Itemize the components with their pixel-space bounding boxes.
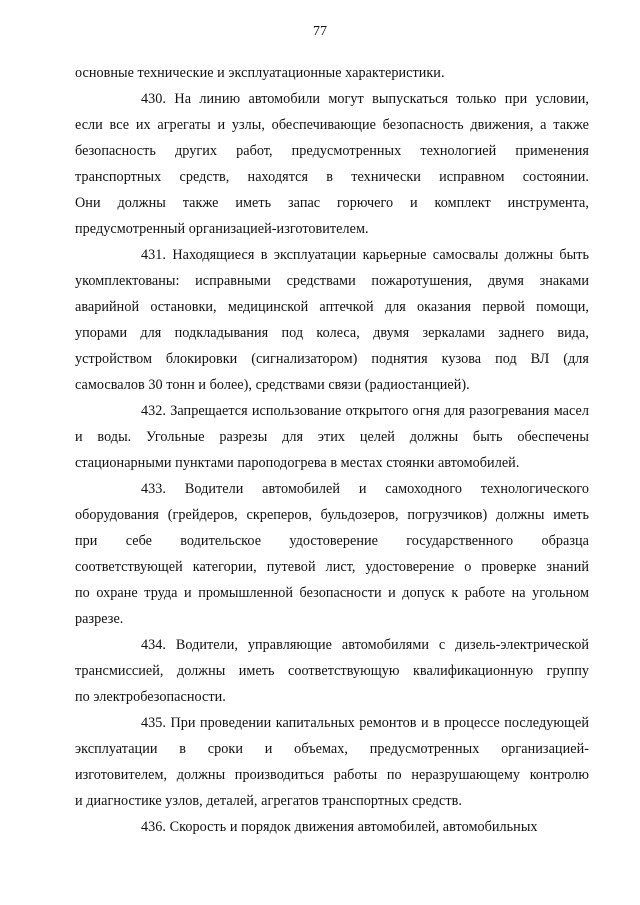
text-line: основные технические и эксплуатационные характеристики. — [75, 65, 445, 81]
paragraph — [75, 476, 589, 632]
text-line: соответствующей категории, путевой лист, удостоверение о проверке знаний — [75, 559, 589, 575]
paragraph — [75, 814, 589, 840]
paragraph — [75, 60, 589, 86]
text-line: Они должны также иметь запас горючего и комплект инструмента, — [75, 195, 589, 211]
text-line: 431. Находящиеся в эксплуатации карьерные самосвалы должны быть — [141, 247, 589, 263]
text-line: 435. При проведении капитальных ремонтов и в процессе последующей — [141, 715, 589, 731]
text-line: по охране труда и промышленной безопасности и допуск к работе на угольном — [75, 585, 589, 601]
text-line: оборудования (грейдеров, скреперов, бульдозеров, погрузчиков) должны иметь — [75, 507, 589, 523]
text-line: стационарными пунктами пароподогрева в местах стоянки автомобилей. — [75, 455, 520, 471]
paragraph — [75, 632, 589, 710]
text-line: самосвалов 30 тонн и более), средствами связи (радиостанцией). — [75, 377, 470, 393]
text-line: разрезе. — [75, 611, 124, 627]
text-line: по электробезопасности. — [75, 689, 226, 705]
text-line: 434. Водители, управляющие автомобилями с дизель-электрической — [141, 637, 589, 653]
text-line: 433. Водители автомобилей и самоходного технологического — [141, 481, 589, 497]
paragraph — [75, 242, 589, 398]
paragraph — [75, 710, 589, 814]
paragraph — [75, 398, 589, 476]
paragraph — [75, 86, 589, 242]
text-line: эксплуатации в сроки и объемах, предусмотренных организацией- — [75, 741, 589, 757]
text-line: и воды. Угольные разрезы для этих целей должны быть обеспечены — [75, 429, 589, 445]
text-line: и диагностике узлов, деталей, агрегатов транспортных средств. — [75, 793, 462, 809]
text-line: при себе водительское удостоверение государственного образца — [75, 533, 589, 549]
page-number: 77 — [313, 24, 327, 39]
document-body — [75, 60, 589, 840]
text-line: 436. Скорость и порядок движения автомобилей, автомобильных — [141, 819, 538, 835]
text-line: изготовителем, должны производиться работы по неразрушающему контролю — [75, 767, 589, 783]
text-line: если все их агрегаты и узлы, обеспечивающие безопасность движения, а также — [75, 117, 589, 133]
text-line: 432. Запрещается использование открытого огня для разогревания масел — [141, 403, 589, 419]
text-line: укомплектованы: исправными средствами пожаротушения, двумя знаками — [75, 273, 589, 289]
text-line: безопасность других работ, предусмотренных технологией применения — [75, 143, 589, 159]
text-line: транспортных средств, находятся в технически исправном состоянии. — [75, 169, 589, 185]
text-line: устройством блокировки (сигнализатором) поднятия кузова под ВЛ (для — [75, 351, 589, 367]
text-line: трансмиссией, должны иметь соответствующую квалификационную группу — [75, 663, 589, 679]
text-line: аварийной остановки, медицинской аптечкой для оказания первой помощи, — [75, 299, 589, 315]
text-line: 430. На линию автомобили могут выпускаться только при условии, — [141, 91, 589, 107]
text-line: упорами для подкладывания под колеса, двумя зеркалами заднего вида, — [75, 325, 589, 341]
text-line: предусмотренный организацией-изготовителем. — [75, 221, 369, 237]
